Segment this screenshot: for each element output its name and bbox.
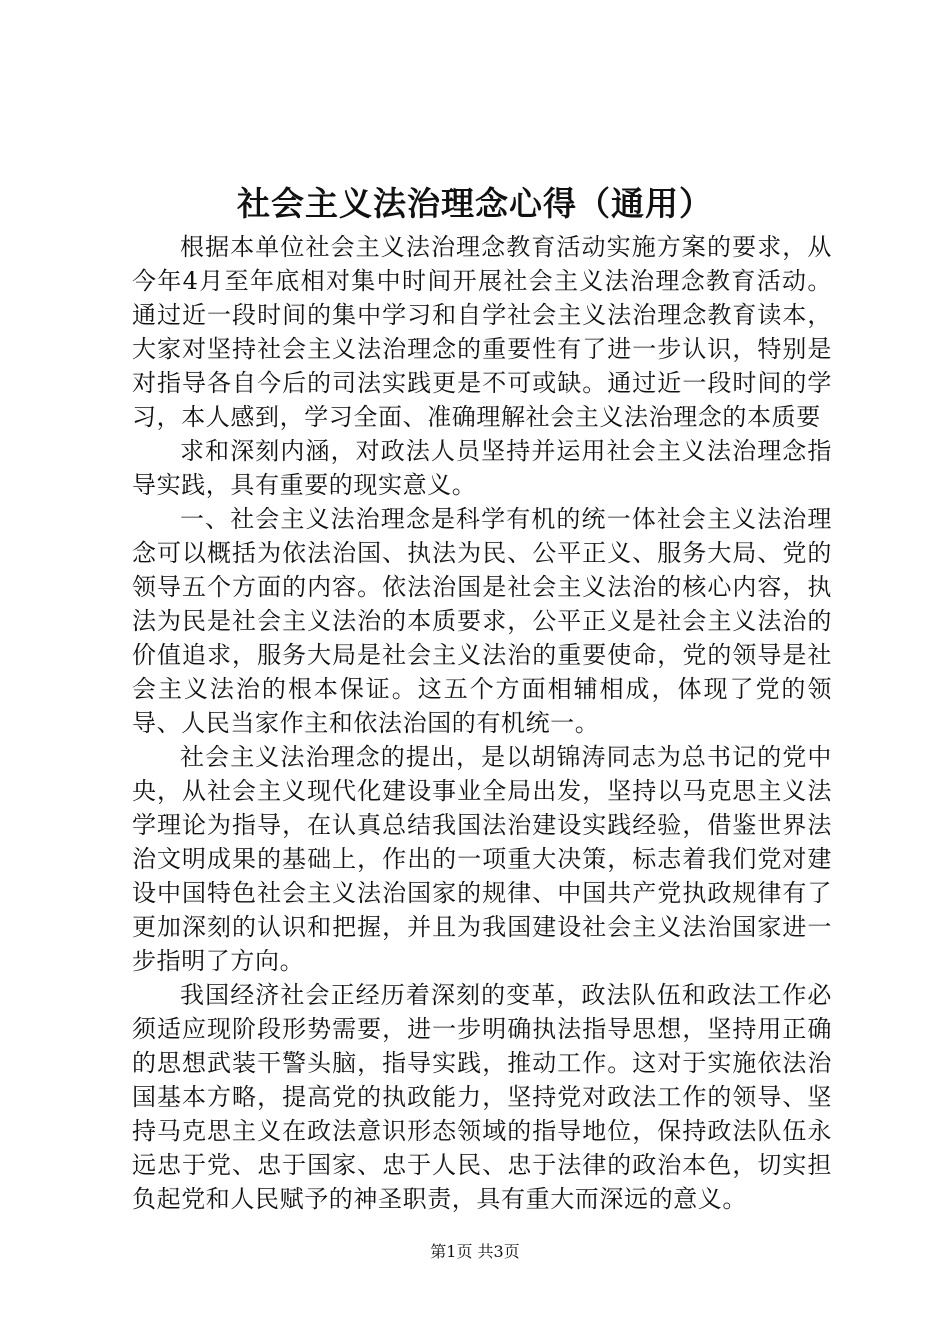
paragraph-intro: 根据本单位社会主义法治理念教育活动实施方案的要求，从今年4月至年底相对集中时间开展社会主义法治理念教育活动。通过近一段时间的集中学习和自学社会主义法治理念教育读本，大家对坚持社会主义法治理念的重要性有了进一步认识，特别是对指导各自今后的司法实践更是不可或缺。通过近一段时间的学习，本人感到，学习全面、准确理解社会主义法治理念的本质要: [132, 233, 832, 431]
page-number-footer: 第1页 共3页: [430, 1242, 520, 1261]
paragraph-significance: 我国经济社会正经历着深刻的变革，政法队伍和政法工作必须适应现阶段形势需要，进一步明确执法指导思想，坚持用正确的思想武装干警头脑，指导实践，推动工作。这对于实施依法治国基本方略，提高党的执政能力，坚持党对政法工作的领导、坚持马克思主义在政法意识形态领域的指导地位，保持政法队伍永远忠于党、忠于国家、忠于人民、忠于法律的政治本色，切实担负起党和人民赋予的神圣职责，具有重大而深远的意义。: [132, 981, 832, 1213]
paragraph-section-one: 一、社会主义法治理念是科学有机的统一体社会主义法治理念可以概括为依法治国、执法为民、公平正义、服务大局、党的领导五个方面的内容。依法治国是社会主义法治的核心内容，执法为民是社会主义法治的本质要求，公平正义是社会主义法治的价值追求，服务大局是社会主义法治的重要使命，党的领导是社会主义法治的根本保证。这五个方面相辅相成，体现了党的领导、人民当家作主和依法治国的有机统一。: [132, 505, 832, 737]
document-title: 社会主义法治理念心得（通用）: [237, 184, 713, 223]
paragraph-background: 社会主义法治理念的提出，是以胡锦涛同志为总书记的党中央，从社会主义现代化建设事业全局出发，坚持以马克思主义法学理论为指导，在认真总结我国法治建设实践经验，借鉴世界法治文明成果的基础上，作出的一项重大决策，标志着我们党对建设中国特色社会主义法治国家的规律、中国共产党执政规律有了更加深刻的认识和把握，并且为我国建设社会主义法治国家进一步指明了方向。: [132, 743, 832, 975]
paragraph-continuation: 求和深刻内涵，对政法人员坚持并运用社会主义法治理念指导实践，具有重要的现实意义。: [132, 437, 832, 499]
document-body: [132, 230, 832, 1216]
